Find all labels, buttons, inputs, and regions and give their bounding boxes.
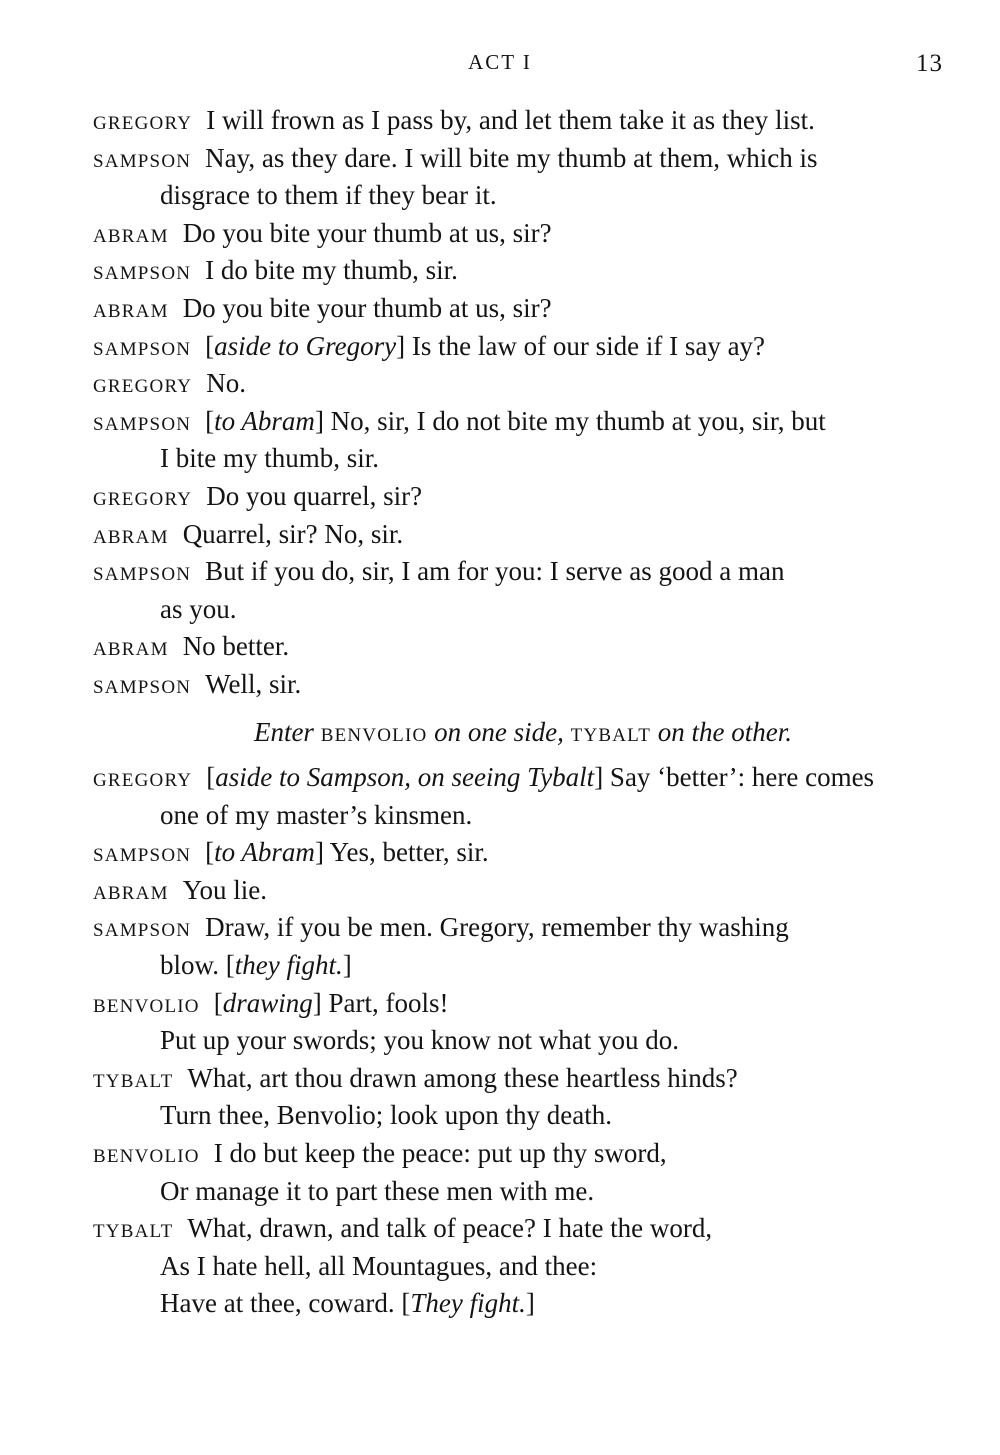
stage-direction: on the other. — [651, 716, 793, 747]
speech-text: as you. — [160, 593, 237, 624]
speaker-name: gregory — [93, 368, 193, 399]
speaker-name: abram — [93, 874, 169, 905]
dialogue-continuation — [93, 591, 953, 629]
speech-text: [ — [213, 987, 223, 1018]
dialogue-continuation — [93, 177, 953, 215]
stage-direction: drawing — [222, 987, 313, 1018]
speech-text: Put up your swords; you know not what you do. — [160, 1025, 679, 1056]
dialogue-line — [93, 1210, 953, 1248]
speaker-name: sampson — [93, 405, 192, 436]
speaker-name: tybalt — [93, 1062, 174, 1093]
dialogue-line — [93, 215, 953, 253]
stage-direction: aside to Sampson, on seeing Tybalt — [215, 762, 595, 793]
stage-direction: Enter — [253, 716, 321, 747]
stage-direction: aside to Gregory — [214, 330, 397, 361]
speech-text: But if you do, sir, I am for you: I serve as good a man — [205, 556, 785, 587]
speech-text: You lie. — [182, 874, 267, 905]
speech-text: Turn thee, Benvolio; look upon thy death. — [160, 1100, 612, 1131]
speaker-name: benvolio — [93, 987, 200, 1018]
stage-direction: to Abram — [214, 405, 315, 436]
speech-text: Draw, if you be men. Gregory, remember thy washing — [205, 912, 789, 943]
character-name: benvolio — [320, 716, 428, 747]
speaker-name: sampson — [93, 912, 192, 943]
dialogue-line — [93, 516, 953, 554]
dialogue-continuation — [93, 947, 953, 985]
speech-text: [ — [205, 405, 215, 436]
speech-text: Do you quarrel, sir? — [206, 480, 423, 511]
speech-text: [ — [205, 837, 215, 868]
dialogue-continuation — [93, 1097, 953, 1135]
dialogue-continuation — [93, 440, 953, 478]
dialogue-line — [93, 553, 953, 591]
speaker-name: sampson — [93, 668, 192, 699]
dialogue-line — [93, 834, 953, 872]
speaker-name: gregory — [93, 105, 193, 135]
speech-text: ] Say ‘better’: here comes — [594, 762, 875, 793]
dialogue-line — [93, 872, 953, 910]
speaker-name: gregory — [93, 762, 193, 793]
speech-text: Do you bite your thumb at us, sir? — [182, 217, 552, 248]
speech-text: ] — [525, 1288, 535, 1319]
dialogue-line — [93, 328, 953, 366]
dialogue-line — [93, 403, 953, 441]
dialogue-line — [93, 290, 953, 328]
speech-text: What, art thou drawn among these heartless hinds? — [187, 1062, 738, 1093]
speaker-name: benvolio — [93, 1138, 200, 1169]
dialogue-line — [93, 909, 953, 947]
dialogue-line — [93, 985, 953, 1023]
speaker-name: tybalt — [93, 1213, 174, 1244]
dialogue-continuation — [93, 1022, 953, 1060]
speech-text: I do bite my thumb, sir. — [205, 255, 458, 286]
speech-text: blow. [ — [160, 950, 235, 981]
speech-text: No. — [206, 368, 246, 399]
speaker-name: sampson — [93, 142, 192, 173]
play-text — [93, 102, 953, 1323]
page-number: 13 — [916, 50, 943, 77]
speaker-name: abram — [93, 292, 169, 323]
dialogue-continuation — [93, 1173, 953, 1211]
speech-text: I bite my thumb, sir. — [160, 443, 379, 474]
speech-text: ] Is the law of our side if I say ay? — [396, 330, 766, 361]
speaker-name: sampson — [93, 255, 192, 286]
speech-text: ] — [342, 950, 352, 981]
stage-direction: They fight. — [410, 1288, 526, 1319]
stage-direction: they fight. — [234, 950, 343, 981]
speech-text: one of my master’s kinsmen. — [160, 799, 473, 830]
dialogue-line — [93, 759, 953, 797]
speech-text: Nay, as they dare. I will bite my thumb at them, which is — [205, 142, 818, 173]
speech-text: Have at thee, coward. [ — [160, 1288, 411, 1319]
speech-text: Quarrel, sir? No, sir. — [182, 518, 404, 549]
speaker-name: sampson — [93, 330, 192, 361]
dialogue-continuation — [93, 1285, 953, 1323]
speech-text: ] Yes, better, sir. — [314, 837, 489, 868]
running-header — [0, 50, 1000, 84]
speaker-name: abram — [93, 518, 169, 549]
speech-text: Or manage it to part these men with me. — [160, 1175, 595, 1206]
speech-text: Do you bite your thumb at us, sir? — [182, 292, 552, 323]
act-heading: ACT I — [468, 50, 532, 74]
dialogue-line — [93, 102, 953, 140]
stage-direction: to Abram — [214, 837, 315, 868]
dialogue-continuation — [93, 797, 953, 835]
speaker-name: abram — [93, 631, 169, 662]
speaker-name: sampson — [93, 837, 192, 868]
stage-direction-entry — [93, 714, 953, 752]
character-name: tybalt — [570, 716, 652, 747]
dialogue-continuation — [93, 1248, 953, 1286]
speech-text: What, drawn, and talk of peace? I hate the word, — [187, 1213, 713, 1244]
speaker-name: sampson — [93, 556, 192, 587]
speech-text: ] Part, fools! — [312, 987, 449, 1018]
speech-text: [ — [205, 330, 215, 361]
dialogue-line — [93, 365, 953, 403]
dialogue-line — [93, 478, 953, 516]
stage-direction: on one side, — [427, 716, 571, 747]
dialogue-line — [93, 666, 953, 704]
speaker-name: abram — [93, 217, 169, 248]
speech-text: disgrace to them if they bear it. — [160, 180, 497, 211]
speech-text: No better. — [182, 631, 290, 662]
speaker-name: gregory — [93, 480, 193, 511]
speech-text: Well, sir. — [205, 668, 302, 699]
speech-text: ] No, sir, I do not bite my thumb at you, sir, but — [314, 405, 826, 436]
speech-text: [ — [206, 762, 216, 793]
dialogue-line — [93, 140, 953, 178]
dialogue-line — [93, 252, 953, 290]
dialogue-line — [93, 1060, 953, 1098]
speech-text: I do but keep the peace: put up thy sword, — [213, 1138, 667, 1169]
speech-text: I will frown as I pass by, and let them take it as they list. — [206, 105, 815, 135]
speech-text: As I hate hell, all Mountagues, and thee: — [160, 1250, 598, 1281]
dialogue-line — [93, 628, 953, 666]
dialogue-line — [93, 1135, 953, 1173]
